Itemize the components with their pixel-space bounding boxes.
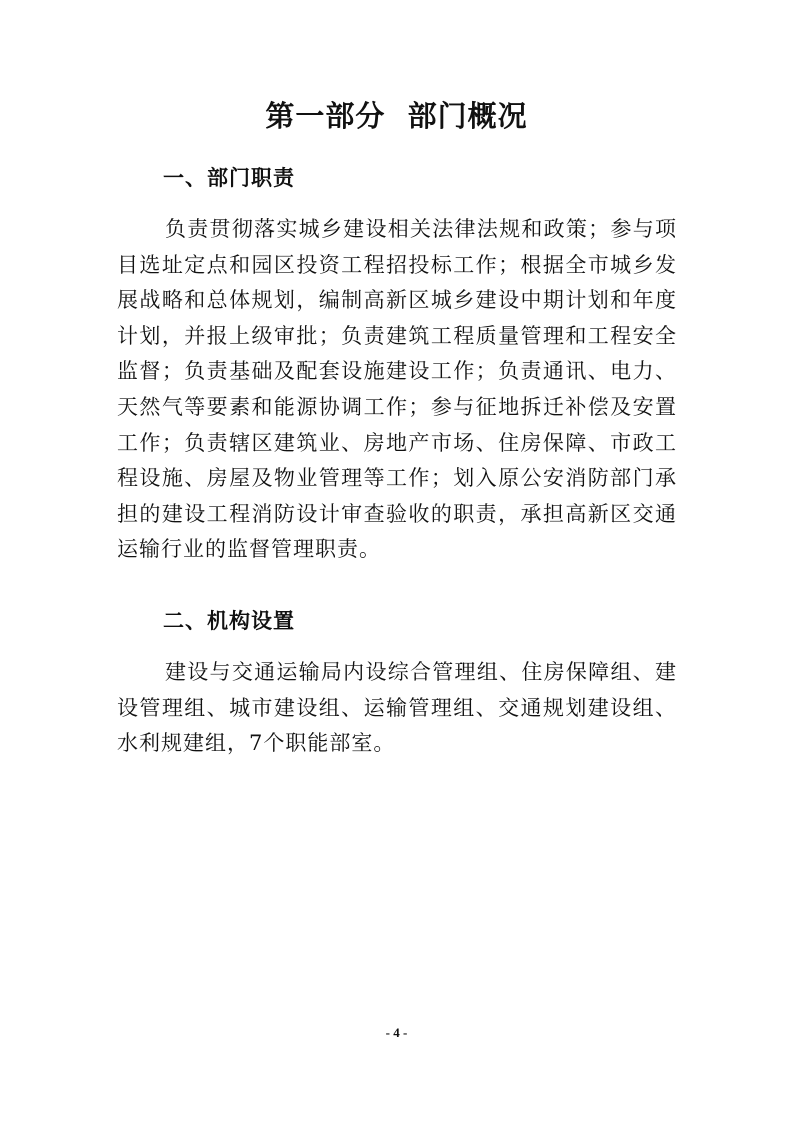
- paragraph-department-duties: 负责贯彻落实城乡建设相关法律法规和政策；参与项目选址定点和园区投资工程招投标工作；根据全市城乡发展战略和总体规划，编制高新区城乡建设中期计划和年度计划，并报上级审批；负责建筑工程质量管理和工程安全监督；负责基础及配套设施建设工作；负责通讯、电力、天然气等要素和能源协调工作；参与征地拆迁补偿及安置工作；负责辖区建筑业、房地产市场、住房保障、市政工程设施、房屋及物业管理等工作；划入原公安消防部门承担的建设工程消防设计审查验收的职责，承担高新区交通运输行业的监督管理职责。: [117, 217, 677, 562]
- section-heading-department-duties: 一、部门职责: [163, 166, 295, 190]
- page-number: - 4 -: [385, 1025, 408, 1040]
- section-heading-organization: 二、机构设置: [163, 609, 295, 633]
- paragraph-organization: 建设与交通运输局内设综合管理组、住房保障组、建设管理组、城市建设组、运输管理组、交通规划建设组、水利规建组，7个职能部室。: [117, 660, 677, 756]
- page-title: 第一部分 部门概况: [265, 99, 528, 133]
